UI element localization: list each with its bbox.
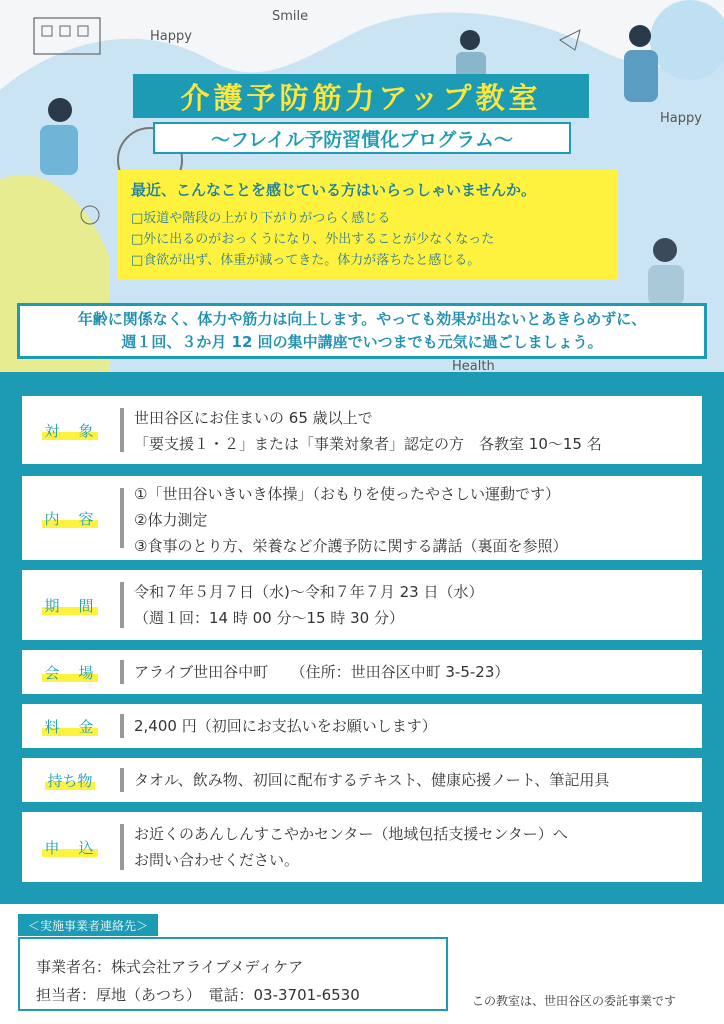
divider xyxy=(120,488,124,548)
divider xyxy=(120,824,124,870)
contact-person-phone: 担当者：厚地（あつち） 電話：03-3701-6530 xyxy=(36,986,360,1004)
detail-label: 持ち物 xyxy=(47,772,93,790)
message-line: 年齢に関係なく、体力や筋力は向上します。やっても効果が出ないとあきらめずに、 xyxy=(77,310,647,328)
title-banner xyxy=(133,74,589,118)
detail-label: 内 容 xyxy=(44,510,96,528)
divider xyxy=(120,660,124,684)
doodle-smile: Smile xyxy=(272,9,309,24)
detail-row-fee xyxy=(22,704,702,748)
detail-label: 期 間 xyxy=(44,597,96,615)
detail-row-content xyxy=(22,476,702,560)
encouragement-message xyxy=(17,303,707,359)
detail-row-items xyxy=(22,758,702,802)
checklist-item: □外に出るのがおっくうになり、外出することが少なくなった xyxy=(131,232,495,247)
detail-label: 会 場 xyxy=(44,664,96,682)
contact-box xyxy=(18,937,448,1011)
detail-label: 申 込 xyxy=(44,839,96,857)
detail-value: アライブ世田谷中町 （住所：世田谷区中町 3-5-23） xyxy=(134,663,510,681)
detail-label: 対 象 xyxy=(44,422,96,440)
detail-value: タオル、飲み物、初回に配布するテキスト、健康応援ノート、筆記用具 xyxy=(134,771,610,789)
hero-illustration xyxy=(0,0,724,372)
page-subtitle: 〜フレイル予防習慣化プログラム〜 xyxy=(210,128,514,151)
detail-row-apply xyxy=(22,812,702,882)
divider xyxy=(120,582,124,628)
divider xyxy=(120,768,124,792)
checklist-item: □坂道や階段の上がり下がりがつらく感じる xyxy=(131,211,391,226)
checklist-item: □食欲が出ず、体重が減ってきた。体力が落ちたと感じる。 xyxy=(131,253,481,268)
message-line: 週１回、３か月 12 回の集中講座でいつまでも元気に過ごしましょう。 xyxy=(121,333,603,351)
doodle-happy-right: Happy xyxy=(660,111,702,126)
contact-company: 事業者名：株式会社アライブメディケア xyxy=(36,958,304,976)
detail-row-period xyxy=(22,570,702,640)
detail-row-target xyxy=(22,396,702,464)
detail-label: 料 金 xyxy=(44,718,96,736)
detail-row-venue xyxy=(22,650,702,694)
detail-value: 令和７年５月７日（水)〜令和７年７月 23 日（水） （週１回：14 時 00 分〜15 時 30 分） xyxy=(134,583,484,627)
detail-value: お近くのあんしんすこやかセンター（地域包括支援センター）へ お問い合わせください。 xyxy=(134,825,568,869)
checklist-question: 最近、こんなことを感じている方はいらっしゃいませんか。 xyxy=(131,181,537,199)
subtitle-banner xyxy=(153,122,571,154)
checklist-box xyxy=(117,170,617,279)
detail-value: ①「世田谷いきいき体操」（おもりを使ったやさしい運動です） ②体力測定 ③食事のとり方、栄養など介護予防に関する講話（裏面を参照） xyxy=(134,485,568,555)
detail-value: 2,400 円（初回にお支払いをお願いします） xyxy=(134,717,437,735)
divider xyxy=(120,714,124,738)
contact-heading: ＜実施事業者連絡先＞ xyxy=(18,914,158,936)
divider xyxy=(120,408,124,452)
doodle-health: Health xyxy=(452,359,495,372)
detail-value: 世田谷区にお住まいの 65 歳以上で 「要支援１・２」または「事業対象者」認定の方 各教室 10〜15 名 xyxy=(134,409,602,453)
page-title: 介護予防筋力アップ教室 xyxy=(180,80,542,115)
footer-note: この教室は、世田谷区の委託事業です xyxy=(472,994,677,1008)
doodle-happy-left: Happy xyxy=(150,29,192,44)
